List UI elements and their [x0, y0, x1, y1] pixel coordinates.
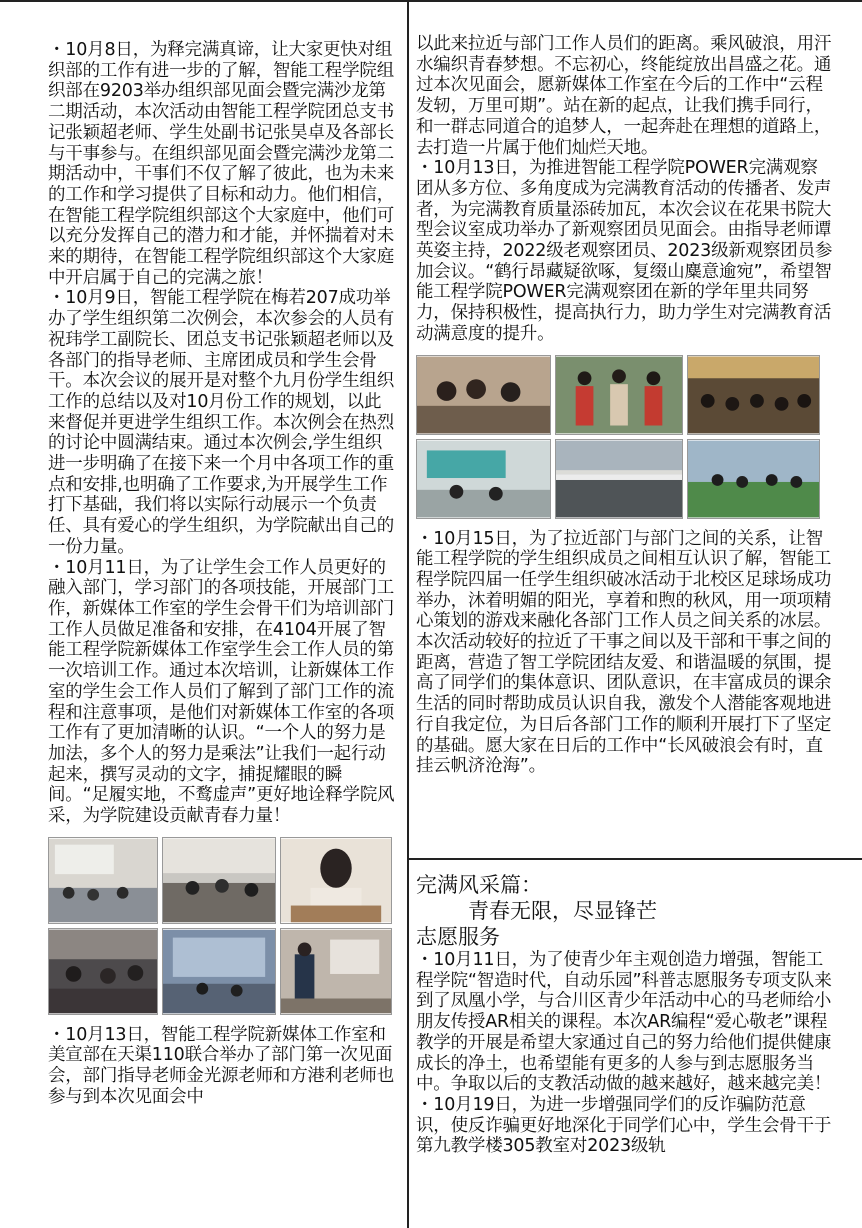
lecture-hall-photo [48, 928, 158, 1015]
student-writing-photo [280, 837, 392, 924]
group-game-photo [416, 355, 551, 435]
team-activity-photo [555, 355, 683, 435]
section-heading: 志愿服务 [416, 925, 500, 949]
training-photo-gallery [48, 837, 394, 1015]
column-divider [407, 0, 409, 1228]
section-divider [408, 858, 862, 860]
left-column [48, 40, 398, 1108]
event-photo-gallery [416, 355, 820, 519]
article-oct11-volunteer: ・10月11日，为了使青少年主观创造力增强，智能工程学院“智造时代，自动乐园”科普志愿服务专项支队来到了凤凰小学，与合川区青少年活动中心的马老师给小朋友传授AR相关的课程。本次AR编程“爱心敬老”课程教学的开展是希望大家通过自己的努力给他们提供健康成长的净土，也希望能有更多的人参与到志愿服务当中。争取以后的支教活动做的越来越好，越来越完美！ [416, 950, 832, 1095]
right-column [416, 34, 834, 777]
volunteer-section [416, 872, 834, 1157]
presentation-photo [280, 928, 392, 1015]
section-subtitle: 青春无限，尽显锋芒 [468, 899, 657, 923]
banner-photo [416, 439, 551, 519]
top-rule [0, 0, 862, 2]
article-oct9: ・10月9日，智能工程学院在梅若207成功举办了学生组织第二次例会，本次参会的人员有祝玮学工副院长、团总支书记张颖超老师以及各部门的指导老师、主席团成员和学生会骨干。本次会议的展开是对整个九月份学生组织工作的总结以及对10月份工作的规划，以此来督促并更进学生组织工作。本次例会在热烈的讨论中圆满结束。通过本次例会,学生组织进一步明确了在接下来一个月中各项工作的重点和安排,也明确了工作要求,为开展学生工作打下基础，我们将以实际行动展示一个负责任、具有爱心的学生组织，为学院献出自己的一份力量。 [48, 288, 394, 557]
article-oct13-power: ・10月13日，为推进智能工程学院POWER完满观察团从多方位、多角度成为完满教育活动的传播者、发声者，为完满教育质量添砖加瓦，本次会议在花果书院大型会议室成功举办了新观察团员见面会。由指导老师谭英姿主持，2022级老观察团员、2023级新观察团员参加会议。“鹤行昂藏疑欲啄，复缀山麋意逾宛”，希望智能工程学院POWER完满观察团在新的学年里共同努力，保持积极性，提高执行力，助力学生对完满教育活动满意度的提升。 [416, 158, 833, 344]
article-oct11-training: ・10月11日，为了让学生会工作人员更好的融入部门，学习部门的各项技能，开展部门工作，新媒体工作室的学生会骨干们为培训部门工作人员做足准备和安排，在4104开展了智能工程学院新媒体工作室学生会工作人员的第一次培训工作。通过本次培训，让新媒体工作室的学生会工作人员们了解到了部门工作的流程和注意事项，是他们对新媒体工作室的各项工作有了更加清晰的认识。“一个人的努力是加法，多个人的努力是乘法”让我们一起行动起来，撰写灵动的文字，捕捉耀眼的瞬间。“足履实地，不鹜虚声”更好地诠释学院风采，为学院建设贡献青春力量！ [48, 557, 395, 827]
group-photo [555, 439, 683, 519]
training-session-photo [162, 837, 276, 924]
article-oct15: ・10月15日，为了拉近部门与部门之间的关系，让智能工程学院的学生组织成员之间相互认识了解，智能工程学院四届一任学生组织破冰活动于北校区足球场成功举办，沐着明媚的阳光，享着和煦的秋风，用一项项精心策划的游戏来融化各部门工作人员之间关系的冰层。本次活动较好的拉近了干事之间以及干部和干事之间的距离，营造了智工学院团结友爱、和谐温暖的氛围，提高了同学们的集体意识、团队意识，在丰富成员的课余生活的同时帮助成员认识自我，激发个人潜能客观地进行自我定位，为日后各部门工作的顺利开展打下了坚定的基础。愿大家在日后的工作中“长风破浪会有时，直挂云帆济沧海”。 [416, 528, 832, 777]
classroom-photo [48, 837, 158, 924]
section-title: 完满风采篇： [416, 873, 542, 897]
meeting-hall-photo [687, 355, 820, 435]
article-oct13-newmedia: ・10月13日，智能工程学院新媒体工作室和美宣部在天渠110联合举办了部门第一次见面会，部门指导老师金光源老师和方港利老师也参与到本次见面会中 [48, 1024, 394, 1107]
article-oct13-continued: 以此来拉近与部门工作人员们的距离。乘风破浪，用汗水编织青春梦想。不忘初心，终能绽放出昌盛之花。通过本次见面会，愿新媒体工作室在今后的工作中“云程发轫，万里可期”。站在新的起点，让我们携手同行，和一群志同道合的追梦人，一起奔赴在理想的道路上，去打造一片属于他们灿烂天地。 [416, 34, 832, 158]
article-oct8: ・10月8日，为释完满真谛，让大家更快对组织部的工作有进一步的了解，智能工程学院组织部在9203举办组织部见面会暨完满沙龙第二期活动，本次活动由智能工程学院团总支书记张颖超老师、学生处副书记张昊卓及各部长与干事参与。在组织部见面会暨完满沙龙第二期活动中，干事们不仅了解了彼此，也为未来的工作和学习提供了目标和动力。他们相信，在智能工程学院组织部这个大家庭中，他们可以充分发挥自己的潜力和才能，并怀揣着对未来的期待，在智能工程学院组织部这个大家庭中开启属于自己的完满之旅！ [48, 40, 394, 288]
meeting-room-photo [162, 928, 276, 1015]
tug-of-war-photo [687, 439, 820, 519]
article-oct19: ・10月19日，为进一步增强同学们的反诈骗防范意识，使反诈骗更好地深化于同学们心中，学生会骨干于第九教学楼305教室对2023级轨 [416, 1094, 832, 1157]
